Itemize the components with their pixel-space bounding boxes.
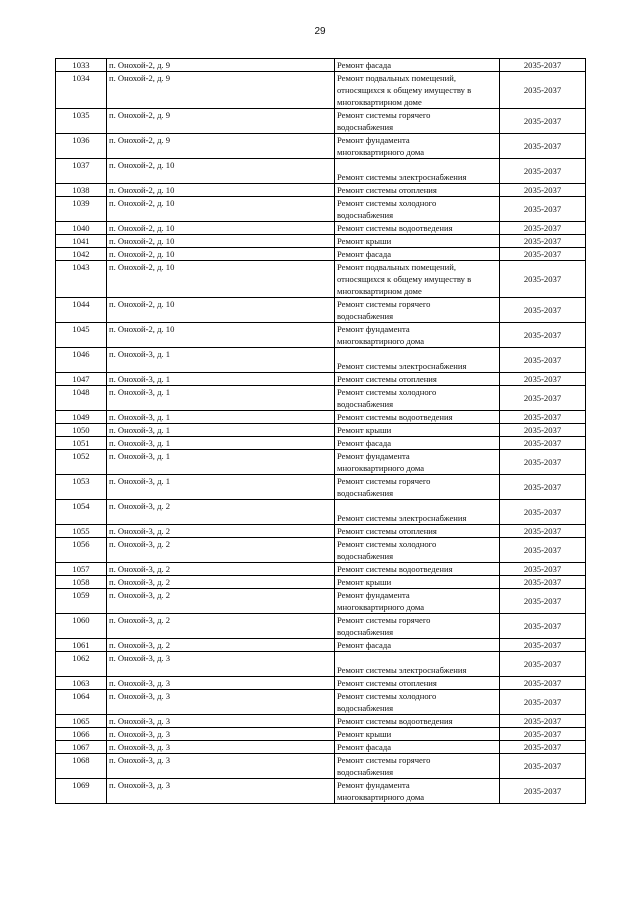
row-number-cell: 1061 <box>56 639 107 652</box>
period-cell: 2035-2037 <box>500 298 586 323</box>
address-cell: п. Онохой-2, д. 10 <box>107 159 335 184</box>
table-row <box>56 184 586 197</box>
address-cell: п. Онохой-3, д. 2 <box>107 500 335 525</box>
period-cell: 2035-2037 <box>500 134 586 159</box>
address-cell: п. Онохой-3, д. 2 <box>107 639 335 652</box>
work-type-cell <box>335 741 500 754</box>
work-type-line: Ремонт системы отопления <box>337 185 437 195</box>
table-row <box>56 639 586 652</box>
period-cell: 2035-2037 <box>500 373 586 386</box>
work-type-cell <box>335 424 500 437</box>
row-number-cell: 1054 <box>56 500 107 525</box>
period-cell: 2035-2037 <box>500 450 586 475</box>
work-type-line: многоквартирного дома <box>337 792 425 802</box>
work-type-cell <box>335 652 500 677</box>
period-cell: 2035-2037 <box>500 754 586 779</box>
work-type-line: многоквартирном доме <box>337 97 422 107</box>
address-cell: п. Онохой-3, д. 1 <box>107 373 335 386</box>
table-row <box>56 525 586 538</box>
address-cell: п. Онохой-2, д. 10 <box>107 184 335 197</box>
address-cell: п. Онохой-3, д. 2 <box>107 538 335 563</box>
table-row <box>56 373 586 386</box>
work-type-line: многоквартирного дома <box>337 336 425 346</box>
row-number-cell: 1055 <box>56 525 107 538</box>
period-cell: 2035-2037 <box>500 715 586 728</box>
work-type-cell <box>335 59 500 72</box>
row-number-cell: 1069 <box>56 779 107 804</box>
period-cell: 2035-2037 <box>500 424 586 437</box>
period-cell: 2035-2037 <box>500 576 586 589</box>
address-cell: п. Онохой-3, д. 1 <box>107 386 335 411</box>
table-body <box>56 59 586 804</box>
work-type-line: Ремонт системы водоотведения <box>337 412 453 422</box>
row-number-cell: 1038 <box>56 184 107 197</box>
address-cell: п. Онохой-2, д. 9 <box>107 72 335 109</box>
period-cell: 2035-2037 <box>500 652 586 677</box>
table-row <box>56 348 586 373</box>
table-row <box>56 715 586 728</box>
work-type-cell <box>335 373 500 386</box>
work-type-cell <box>335 197 500 222</box>
work-type-line: относящихся к общему имуществу в <box>337 85 472 95</box>
work-type-cell <box>335 222 500 235</box>
work-type-line: Ремонт системы водоотведения <box>337 716 453 726</box>
table-row <box>56 779 586 804</box>
work-type-line: водоснабжения <box>337 703 394 713</box>
table-row <box>56 134 586 159</box>
table-row <box>56 538 586 563</box>
period-cell: 2035-2037 <box>500 222 586 235</box>
work-type-line: Ремонт крыши <box>337 729 392 739</box>
row-number-cell: 1063 <box>56 677 107 690</box>
table-row <box>56 197 586 222</box>
row-number-cell: 1062 <box>56 652 107 677</box>
work-type-cell <box>335 576 500 589</box>
work-type-line: водоснабжения <box>337 627 394 637</box>
address-cell: п. Онохой-3, д. 3 <box>107 715 335 728</box>
work-type-cell <box>335 248 500 261</box>
work-type-cell <box>335 323 500 348</box>
address-cell: п. Онохой-3, д. 3 <box>107 779 335 804</box>
work-type-line: Ремонт подвальных помещений, <box>337 262 456 272</box>
address-cell: п. Онохой-3, д. 2 <box>107 614 335 639</box>
period-cell: 2035-2037 <box>500 184 586 197</box>
table-row <box>56 235 586 248</box>
work-type-line: Ремонт системы холодного <box>337 198 437 208</box>
work-type-cell <box>335 261 500 298</box>
table-row <box>56 109 586 134</box>
work-type-cell <box>335 184 500 197</box>
row-number-cell: 1066 <box>56 728 107 741</box>
address-cell: п. Онохой-2, д. 10 <box>107 197 335 222</box>
work-type-line: многоквартирного дома <box>337 147 425 157</box>
work-type-line: Ремонт фундамента <box>337 590 410 600</box>
work-type-cell <box>335 563 500 576</box>
address-cell: п. Онохой-3, д. 3 <box>107 754 335 779</box>
period-cell: 2035-2037 <box>500 159 586 184</box>
work-type-line: Ремонт фундамента <box>337 780 410 790</box>
work-type-line: Ремонт системы горячего <box>337 476 431 486</box>
period-cell: 2035-2037 <box>500 563 586 576</box>
work-type-cell <box>335 639 500 652</box>
table-row <box>56 500 586 525</box>
row-number-cell: 1036 <box>56 134 107 159</box>
row-number-cell: 1048 <box>56 386 107 411</box>
period-cell: 2035-2037 <box>500 525 586 538</box>
period-cell: 2035-2037 <box>500 614 586 639</box>
row-number-cell: 1043 <box>56 261 107 298</box>
table-row <box>56 323 586 348</box>
work-type-line: многоквартирного дома <box>337 463 425 473</box>
period-cell: 2035-2037 <box>500 59 586 72</box>
work-type-line: Ремонт крыши <box>337 425 392 435</box>
work-type-line: Ремонт фундамента <box>337 135 410 145</box>
work-type-line: водоснабжения <box>337 399 394 409</box>
work-type-line: Ремонт системы горячего <box>337 299 431 309</box>
page-number: 29 <box>314 26 326 37</box>
work-type-line: Ремонт фундамента <box>337 451 410 461</box>
work-type-line: Ремонт системы электроснабжения <box>337 172 467 182</box>
work-type-cell <box>335 500 500 525</box>
table-row <box>56 754 586 779</box>
work-type-cell <box>335 450 500 475</box>
work-type-cell <box>335 690 500 715</box>
table-row <box>56 437 586 450</box>
work-type-line: Ремонт системы отопления <box>337 678 437 688</box>
period-cell: 2035-2037 <box>500 386 586 411</box>
row-number-cell: 1046 <box>56 348 107 373</box>
work-type-line: Ремонт фасада <box>337 640 392 650</box>
work-type-line: Ремонт системы отопления <box>337 374 437 384</box>
table-row <box>56 589 586 614</box>
work-type-cell <box>335 779 500 804</box>
table-row <box>56 741 586 754</box>
table-row <box>56 450 586 475</box>
address-cell: п. Онохой-3, д. 3 <box>107 677 335 690</box>
address-cell: п. Онохой-2, д. 9 <box>107 109 335 134</box>
work-type-line: водоснабжения <box>337 210 394 220</box>
row-number-cell: 1045 <box>56 323 107 348</box>
row-number-cell: 1053 <box>56 475 107 500</box>
work-type-cell <box>335 109 500 134</box>
work-type-line: Ремонт системы горячего <box>337 615 431 625</box>
work-type-line: Ремонт крыши <box>337 236 392 246</box>
work-type-line: Ремонт системы электроснабжения <box>337 665 467 675</box>
period-cell: 2035-2037 <box>500 348 586 373</box>
period-cell: 2035-2037 <box>500 109 586 134</box>
table-row <box>56 690 586 715</box>
work-type-cell <box>335 589 500 614</box>
table-row <box>56 298 586 323</box>
work-type-line <box>337 159 497 171</box>
period-cell: 2035-2037 <box>500 235 586 248</box>
table-row <box>56 72 586 109</box>
row-number-cell: 1042 <box>56 248 107 261</box>
row-number-cell: 1067 <box>56 741 107 754</box>
row-number-cell: 1050 <box>56 424 107 437</box>
work-type-line: Ремонт крыши <box>337 577 392 587</box>
work-type-cell <box>335 525 500 538</box>
work-type-line <box>337 500 497 512</box>
table-row <box>56 261 586 298</box>
table-row <box>56 411 586 424</box>
work-type-line: Ремонт системы отопления <box>337 526 437 536</box>
address-cell: п. Онохой-3, д. 3 <box>107 690 335 715</box>
work-type-line: Ремонт подвальных помещений, <box>337 73 456 83</box>
work-type-line <box>337 348 497 360</box>
address-cell: п. Онохой-3, д. 1 <box>107 450 335 475</box>
period-cell: 2035-2037 <box>500 639 586 652</box>
row-number-cell: 1047 <box>56 373 107 386</box>
work-type-cell <box>335 475 500 500</box>
row-number-cell: 1041 <box>56 235 107 248</box>
period-cell: 2035-2037 <box>500 589 586 614</box>
work-type-line: Ремонт фасада <box>337 60 392 70</box>
row-number-cell: 1058 <box>56 576 107 589</box>
work-type-line: Ремонт системы водоотведения <box>337 223 453 233</box>
row-number-cell: 1068 <box>56 754 107 779</box>
work-type-cell <box>335 348 500 373</box>
row-number-cell: 1064 <box>56 690 107 715</box>
table-row <box>56 222 586 235</box>
work-type-cell <box>335 159 500 184</box>
row-number-cell: 1039 <box>56 197 107 222</box>
address-cell: п. Онохой-2, д. 9 <box>107 134 335 159</box>
row-number-cell: 1034 <box>56 72 107 109</box>
work-type-line: Ремонт системы холодного <box>337 387 437 397</box>
address-cell: п. Онохой-2, д. 10 <box>107 298 335 323</box>
table-row <box>56 386 586 411</box>
work-type-cell <box>335 72 500 109</box>
work-type-line: Ремонт системы электроснабжения <box>337 513 467 523</box>
address-cell: п. Онохой-2, д. 10 <box>107 323 335 348</box>
work-type-line: Ремонт фасада <box>337 438 392 448</box>
work-type-cell <box>335 235 500 248</box>
work-type-cell <box>335 411 500 424</box>
period-cell: 2035-2037 <box>500 72 586 109</box>
row-number-cell: 1033 <box>56 59 107 72</box>
work-type-line: Ремонт системы электроснабжения <box>337 361 467 371</box>
work-type-cell <box>335 298 500 323</box>
address-cell: п. Онохой-2, д. 10 <box>107 248 335 261</box>
work-type-line: водоснабжения <box>337 488 394 498</box>
work-type-line: Ремонт системы горячего <box>337 755 431 765</box>
address-cell: п. Онохой-3, д. 2 <box>107 525 335 538</box>
row-number-cell: 1044 <box>56 298 107 323</box>
table-row <box>56 614 586 639</box>
address-cell: п. Онохой-2, д. 10 <box>107 222 335 235</box>
table-row <box>56 677 586 690</box>
address-cell: п. Онохой-3, д. 1 <box>107 348 335 373</box>
period-cell: 2035-2037 <box>500 500 586 525</box>
work-type-line: Ремонт системы водоотведения <box>337 564 453 574</box>
row-number-cell: 1040 <box>56 222 107 235</box>
address-cell: п. Онохой-3, д. 3 <box>107 741 335 754</box>
row-number-cell: 1035 <box>56 109 107 134</box>
period-cell: 2035-2037 <box>500 411 586 424</box>
work-type-cell <box>335 437 500 450</box>
row-number-cell: 1060 <box>56 614 107 639</box>
work-type-line: Ремонт системы холодного <box>337 539 437 549</box>
address-cell: п. Онохой-2, д. 9 <box>107 59 335 72</box>
row-number-cell: 1056 <box>56 538 107 563</box>
work-type-cell <box>335 614 500 639</box>
table-row <box>56 159 586 184</box>
table-row <box>56 59 586 72</box>
work-type-cell <box>335 538 500 563</box>
period-cell: 2035-2037 <box>500 538 586 563</box>
repair-schedule-table <box>55 58 586 804</box>
table-row <box>56 652 586 677</box>
work-type-line: водоснабжения <box>337 122 394 132</box>
table-row <box>56 475 586 500</box>
table-row <box>56 248 586 261</box>
work-type-line: многоквартирном доме <box>337 286 422 296</box>
period-cell: 2035-2037 <box>500 690 586 715</box>
row-number-cell: 1057 <box>56 563 107 576</box>
work-type-cell <box>335 728 500 741</box>
address-cell: п. Онохой-3, д. 2 <box>107 589 335 614</box>
period-cell: 2035-2037 <box>500 323 586 348</box>
work-type-line: водоснабжения <box>337 311 394 321</box>
address-cell: п. Онохой-3, д. 3 <box>107 728 335 741</box>
row-number-cell: 1059 <box>56 589 107 614</box>
address-cell: п. Онохой-3, д. 1 <box>107 411 335 424</box>
work-type-line: относящихся к общему имуществу в <box>337 274 472 284</box>
period-cell: 2035-2037 <box>500 475 586 500</box>
work-type-line: Ремонт фасада <box>337 249 392 259</box>
work-type-line: водоснабжения <box>337 551 394 561</box>
period-cell: 2035-2037 <box>500 197 586 222</box>
period-cell: 2035-2037 <box>500 779 586 804</box>
work-type-cell <box>335 134 500 159</box>
period-cell: 2035-2037 <box>500 728 586 741</box>
table-row <box>56 728 586 741</box>
table-row <box>56 576 586 589</box>
table-row <box>56 424 586 437</box>
address-cell: п. Онохой-3, д. 2 <box>107 563 335 576</box>
work-type-cell <box>335 677 500 690</box>
row-number-cell: 1037 <box>56 159 107 184</box>
work-type-line: Ремонт системы горячего <box>337 110 431 120</box>
work-type-cell <box>335 386 500 411</box>
row-number-cell: 1065 <box>56 715 107 728</box>
row-number-cell: 1052 <box>56 450 107 475</box>
period-cell: 2035-2037 <box>500 437 586 450</box>
address-cell: п. Онохой-2, д. 10 <box>107 235 335 248</box>
period-cell: 2035-2037 <box>500 261 586 298</box>
work-type-line: Ремонт фасада <box>337 742 392 752</box>
work-type-cell <box>335 715 500 728</box>
work-type-line: многоквартирного дома <box>337 602 425 612</box>
period-cell: 2035-2037 <box>500 677 586 690</box>
address-cell: п. Онохой-3, д. 2 <box>107 576 335 589</box>
work-type-cell <box>335 754 500 779</box>
row-number-cell: 1049 <box>56 411 107 424</box>
address-cell: п. Онохой-3, д. 1 <box>107 437 335 450</box>
address-cell: п. Онохой-3, д. 1 <box>107 424 335 437</box>
period-cell: 2035-2037 <box>500 248 586 261</box>
period-cell: 2035-2037 <box>500 741 586 754</box>
work-type-line: Ремонт системы холодного <box>337 691 437 701</box>
address-cell: п. Онохой-2, д. 10 <box>107 261 335 298</box>
address-cell: п. Онохой-3, д. 1 <box>107 475 335 500</box>
row-number-cell: 1051 <box>56 437 107 450</box>
table-row <box>56 563 586 576</box>
work-type-line: Ремонт фундамента <box>337 324 410 334</box>
address-cell: п. Онохой-3, д. 3 <box>107 652 335 677</box>
work-type-line: водоснабжения <box>337 767 394 777</box>
work-type-line <box>337 652 497 664</box>
